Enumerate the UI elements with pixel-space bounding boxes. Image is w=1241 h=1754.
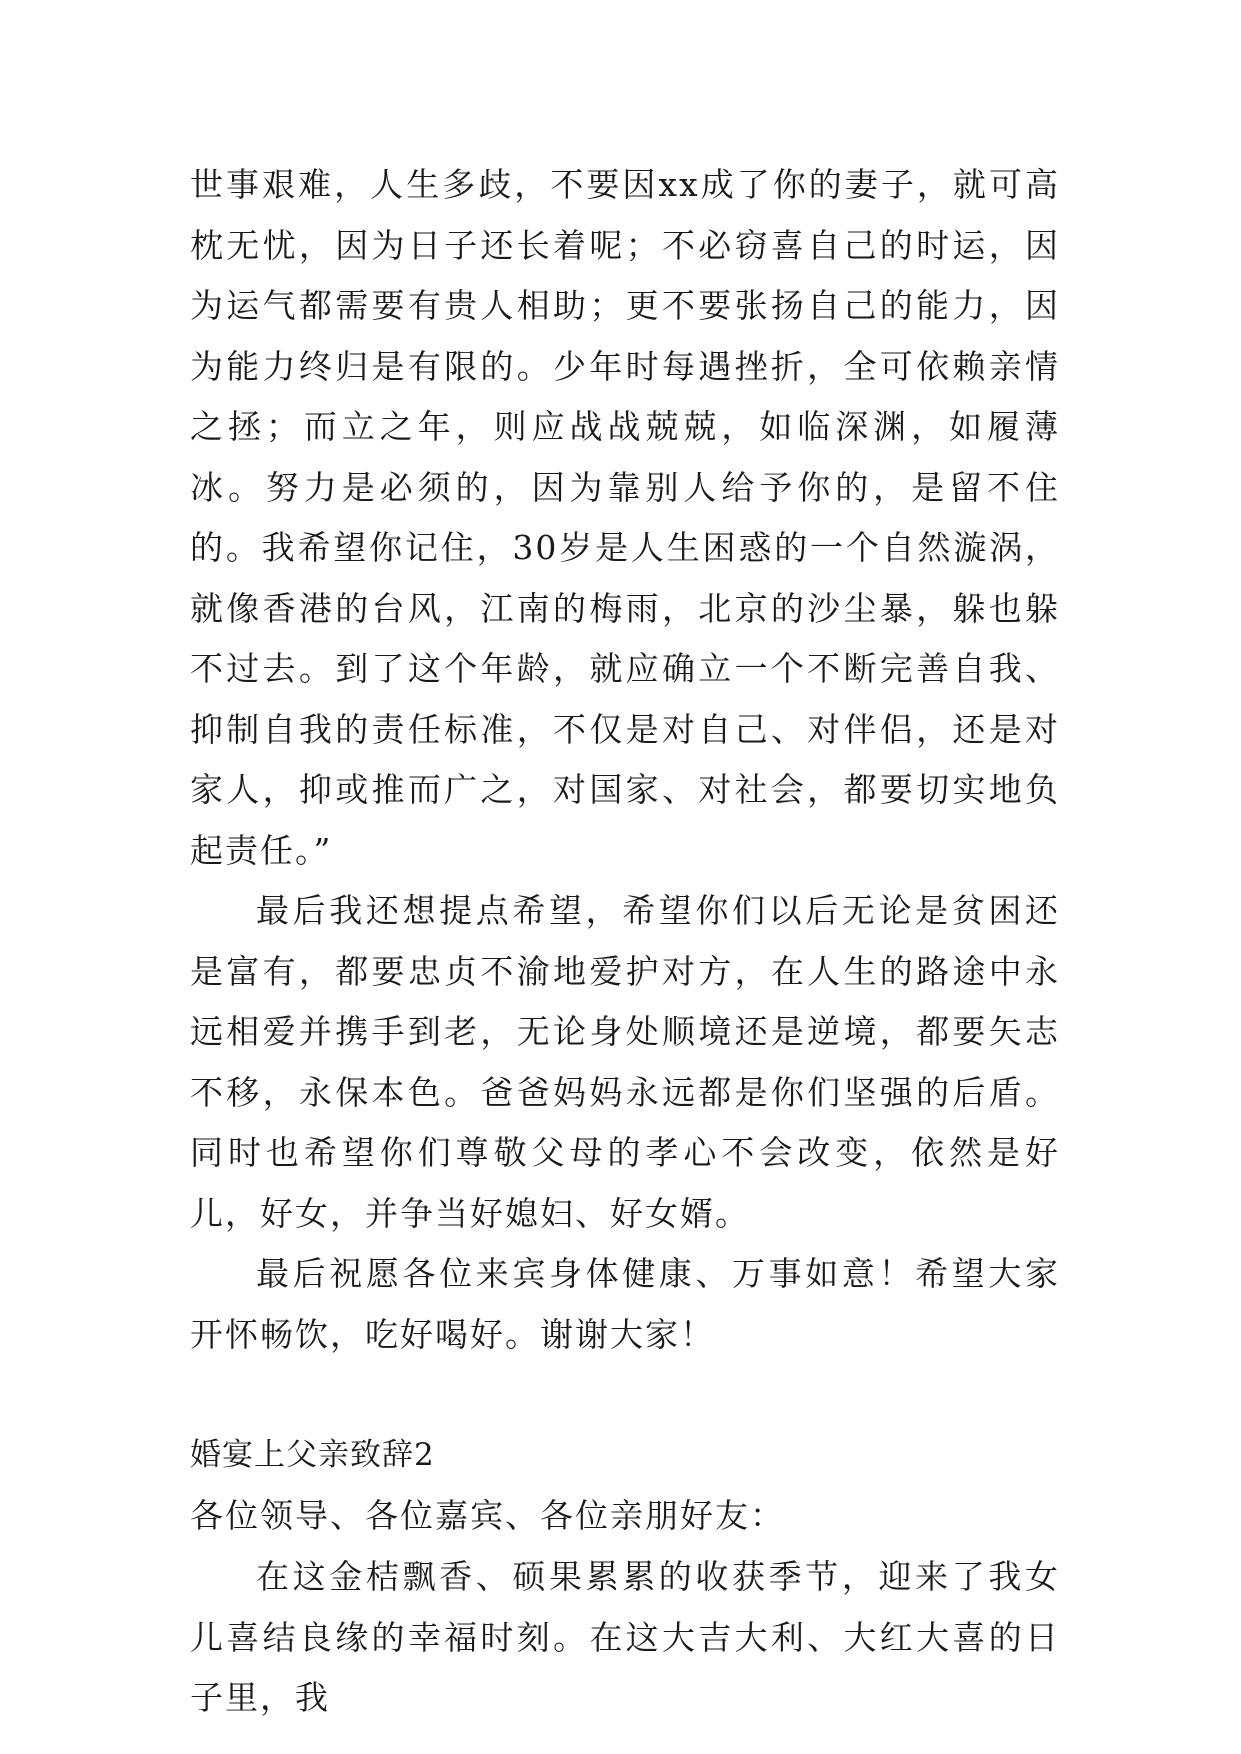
- section-title: 婚宴上父亲致辞2: [190, 1437, 435, 1473]
- paragraph-continued: 世事艰难，人生多歧，不要因xx成了你的妻子，就可高枕无忧，因为日子还长着呢；不必窃喜自己的时运，因为运气都需要有贵人相助；更不要张扬自己的能力，因为能力终归是有限的。少年时每遇挫折，全可依赖亲情之拯；而立之年，则应战战兢兢，如临深渊，如履薄冰。努力是必须的，因为靠别人给予你的，是留不住的。我希望你记住，30岁是人生困惑的一个自然漩涡，就像香港的台风，江南的梅雨，北京的沙尘暴，躲也躲不过去。到了这个年龄，就应确立一个不断完善自我、抑制自我的责任标准，不仅是对自己、对伴侣，还是对家人，抑或推而广之，对国家、对社会，都要切实地负起责任。”: [190, 165, 1060, 870]
- section-spacer: [190, 1365, 1060, 1425]
- paragraph-opening: 在这金桔飘香、硕果累累的收获季节，迎来了我女儿喜结良缘的幸福时刻。在这大吉大利、大红大喜的日子里，我: [190, 1557, 1060, 1717]
- paragraph-closing-wishes: 最后祝愿各位来宾身体健康、万事如意！希望大家开怀畅饮，吃好喝好。谢谢大家！: [190, 1254, 1060, 1354]
- document-body: [190, 155, 1060, 1729]
- paragraph-hopes: 最后我还想提点希望，希望你们以后无论是贫困还是富有，都要忠贞不渝地爱护对方，在人生的路途中永远相爱并携手到老，无论身处顺境还是逆境，都要矢志不移，永保本色。爸爸妈妈永远都是你们坚强的后盾。同时也希望你们尊敬父母的孝心不会改变，依然是好儿，好女，并争当好媳妇、好女婿。: [190, 891, 1060, 1233]
- salutation: 各位领导、各位嘉宾、各位亲朋好友：: [190, 1496, 785, 1535]
